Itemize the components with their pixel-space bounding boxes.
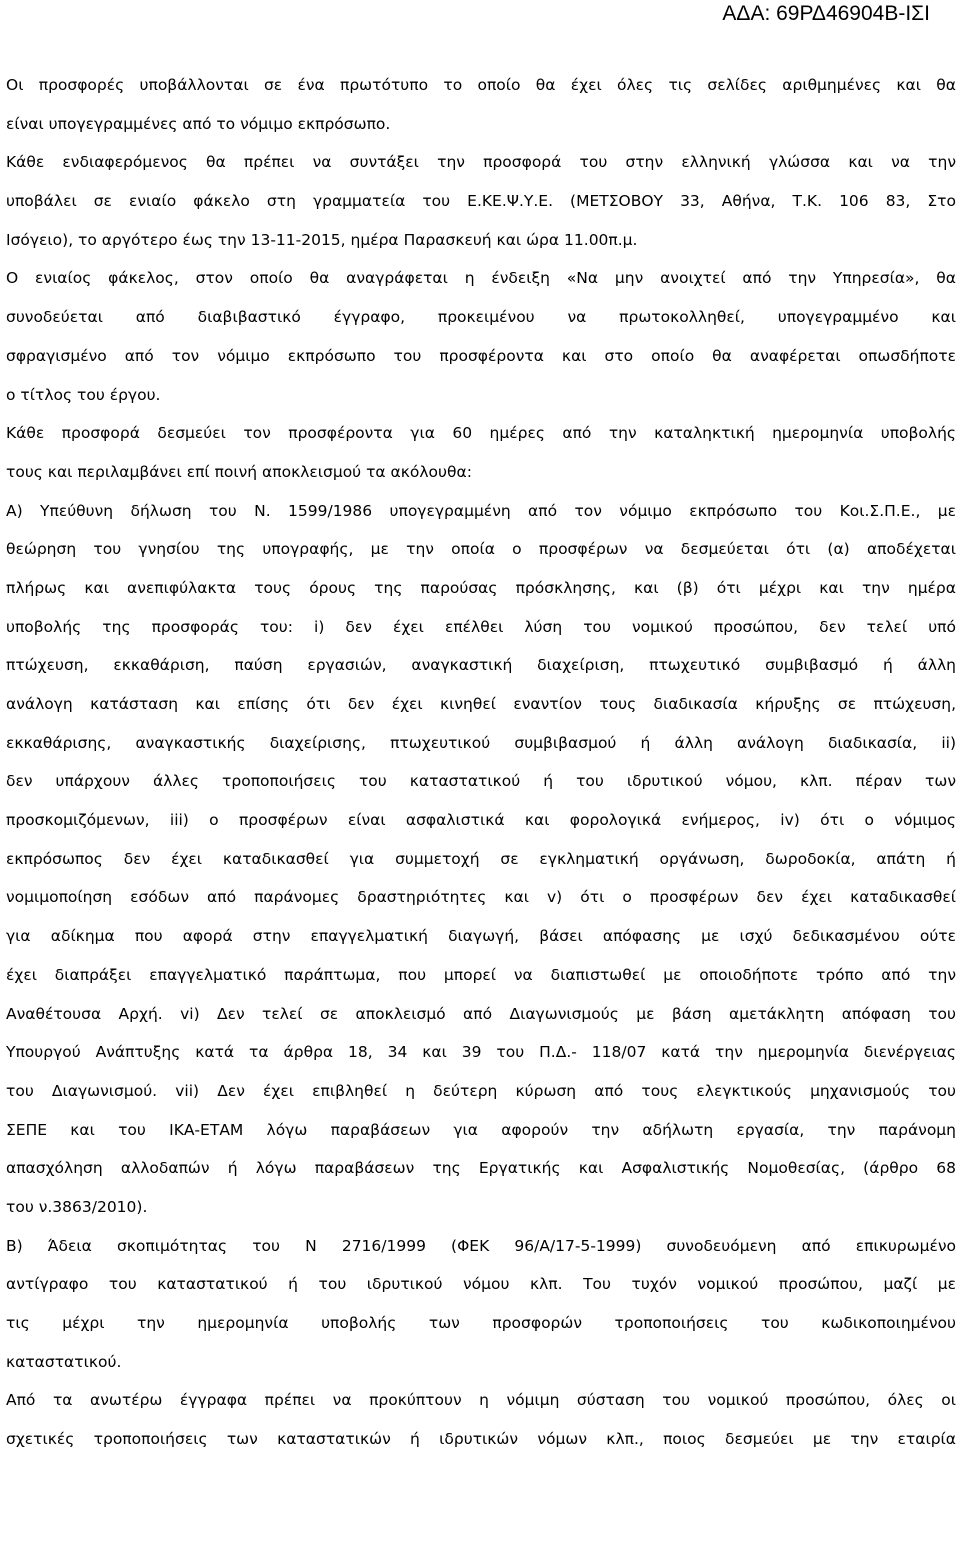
text-line: θεώρηση του γνησίου της υπογραφής, με την οποία ο προσφέρων να δεσμεύεται ότι (α) αποδέχεται xyxy=(6,540,956,559)
text-line: συνοδεύεται από διαβιβαστικό έγγραφο, προκειμένου να πρωτοκολληθεί, υπογεγραμμένο και xyxy=(6,308,956,327)
text-line: του ν.3863/2010). xyxy=(6,1197,148,1216)
text-line: σφραγισμένο από τον νόμιμο εκπρόσωπο του προσφέροντα και στο οποίο θα αναφέρεται οπωσδήποτε xyxy=(6,346,956,365)
text-line: Από τα ανωτέρω έγγραφα πρέπει να προκύπτουν η νόμιμη σύσταση του νομικού προσώπου, όλες οι xyxy=(6,1391,956,1410)
text-line: ανάλογη κατάσταση και επίσης ότι δεν έχει κινηθεί εναντίον τους διαδικασία κήρυξης σε πτώχευση, xyxy=(6,695,956,713)
text-line: καταστατικού. xyxy=(6,1352,122,1371)
text-line: τους και περιλαμβάνει επί ποινή αποκλεισμού τα ακόλουθα: xyxy=(6,462,472,481)
text-line: απασχόληση αλλοδαπών ή λόγω παραβάσεων της Εργατικής και Ασφαλιστικής Νομοθεσίας, (άρθρο 68 xyxy=(6,1159,956,1178)
text-line: σχετικές τροποποιήσεις των καταστατικών ή ιδρυτικών νόμων κλπ., ποιος δεσμεύει με την εταιρία xyxy=(6,1430,956,1449)
text-line: προσκομιζόμενων, iii) ο προσφέρων είναι ασφαλιστικά και φορολογικά ενήμερος, iv) ότι ο νόμιμος xyxy=(6,811,956,830)
text-line: για αδίκημα που αφορά στην επαγγελματική διαγωγή, βάσει απόφασης με ισχύ δεδικασμένου ούτε xyxy=(6,927,956,946)
text-line: είναι υπογεγραμμένες από το νόμιμο εκπρόσωπο. xyxy=(6,114,391,133)
text-line: νομιμοποίηση εσόδων από παράνομες δραστηριότητες και v) ότι ο προσφέρων δεν έχει καταδικασθεί xyxy=(6,888,956,907)
text-line: εκπρόσωπος δεν έχει καταδικασθεί για συμμετοχή σε εγκληματική οργάνωση, δωροδοκία, απάτη ή xyxy=(6,849,956,868)
text-line: Αναθέτουσα Αρχή. vi) Δεν τελεί σε αποκλεισμό από Διαγωνισμούς με βάση αμετάκλητη απόφαση του xyxy=(6,1004,956,1023)
text-line: Κάθε προσφορά δεσμεύει τον προσφέροντα για 60 ημέρες από την καταληκτική ημερομηνία υποβολής xyxy=(6,424,956,443)
ada-code: ΑΔΑ: 69ΡΔ46904Β-ΙΣΙ xyxy=(722,2,930,25)
document-body xyxy=(6,66,956,1459)
text-line: αντίγραφο του καταστατικού ή του ιδρυτικού νόμου κλπ. Του τυχόν νομικού προσώπου, μαζί με xyxy=(6,1275,956,1294)
text-line: έχει διαπράξει επαγγελματικό παράπτωμα, που μπορεί να διαπιστωθεί με οποιοδήποτε τρόπο από την xyxy=(6,965,956,984)
text-line: ΣΕΠΕ και του ΙΚΑ-ΕΤΑΜ λόγω παραβάσεων για αφορούν την αδήλωτη εργασία, την παράνομη xyxy=(6,1120,956,1139)
text-line: πτώχευση, εκκαθάριση, παύση εργασιών, αναγκαστική διαχείριση, πτωχευτικό συμβιβασμό ή άλλη xyxy=(6,656,956,675)
text-line: Β) Άδεια σκοπιμότητας του Ν 2716/1999 (ΦΕΚ 96/Α/17-5-1999) συνοδευόμενη από επικυρωμένο xyxy=(6,1236,956,1255)
text-line: ο τίτλος του έργου. xyxy=(6,385,161,404)
text-line: πλήρως και ανεπιφύλακτα τους όρους της παρούσας πρόσκλησης, και (β) ότι μέχρι και την ημέρα xyxy=(6,578,956,597)
text-line: δεν υπάρχουν άλλες τροποποιήσεις του καταστατικού ή του ιδρυτικού νόμου, κλπ. πέραν των xyxy=(6,772,956,791)
text-line: Ο ενιαίος φάκελος, στον οποίο θα αναγράφεται η ένδειξη «Να μην ανοιχτεί από την Υπηρεσία», θα xyxy=(6,269,956,288)
text-line: Οι προσφορές υποβάλλονται σε ένα πρωτότυπο το οποίο θα έχει όλες τις σελίδες αριθμημένες και θα xyxy=(6,76,956,94)
text-line: υποβολής της προσφοράς του: i) δεν έχει επέλθει λύση του νομικού προσώπου, δεν τελεί υπό xyxy=(6,617,956,636)
text-line: Υπουργού Ανάπτυξης κατά τα άρθρα 18, 34 και 39 του Π.Δ.- 118/07 κατά την ημερομηνία διενέργειας xyxy=(6,1043,956,1062)
text-line: του Διαγωνισμού. vii) Δεν έχει επιβληθεί η δεύτερη κύρωση από τους ελεγκτικούς μηχανισμούς του xyxy=(6,1081,956,1100)
text-line: τις μέχρι την ημερομηνία υποβολής των προσφορών τροποποιήσεις του κωδικοποιημένου xyxy=(6,1314,956,1332)
text-line: Α) Υπεύθυνη δήλωση του Ν. 1599/1986 υπογεγραμμένη από τον νόμιμο εκπρόσωπο του Κοι.Σ.Π.Ε., με xyxy=(6,501,956,520)
text-line: εκκαθάρισης, αναγκαστικής διαχείρισης, πτωχευτικού συμβιβασμού ή άλλη ανάλογη διαδικασία, ii) xyxy=(6,733,956,752)
text-line: Κάθε ενδιαφερόμενος θα πρέπει να συντάξει την προσφορά του στην ελληνική γλώσσα και να την xyxy=(6,153,956,172)
text-line: Ισόγειο), το αργότερο έως την 13-11-2015, ημέρα Παρασκευή και ώρα 11.00π.μ. xyxy=(6,230,638,249)
text-line: υποβάλει σε ενιαίο φάκελο στη γραμματεία του Ε.ΚΕ.Ψ.Υ.Ε. (ΜΕΤΣΟΒΟΥ 33, Αθήνα, Τ.Κ. 106 83, Στο xyxy=(6,192,956,211)
